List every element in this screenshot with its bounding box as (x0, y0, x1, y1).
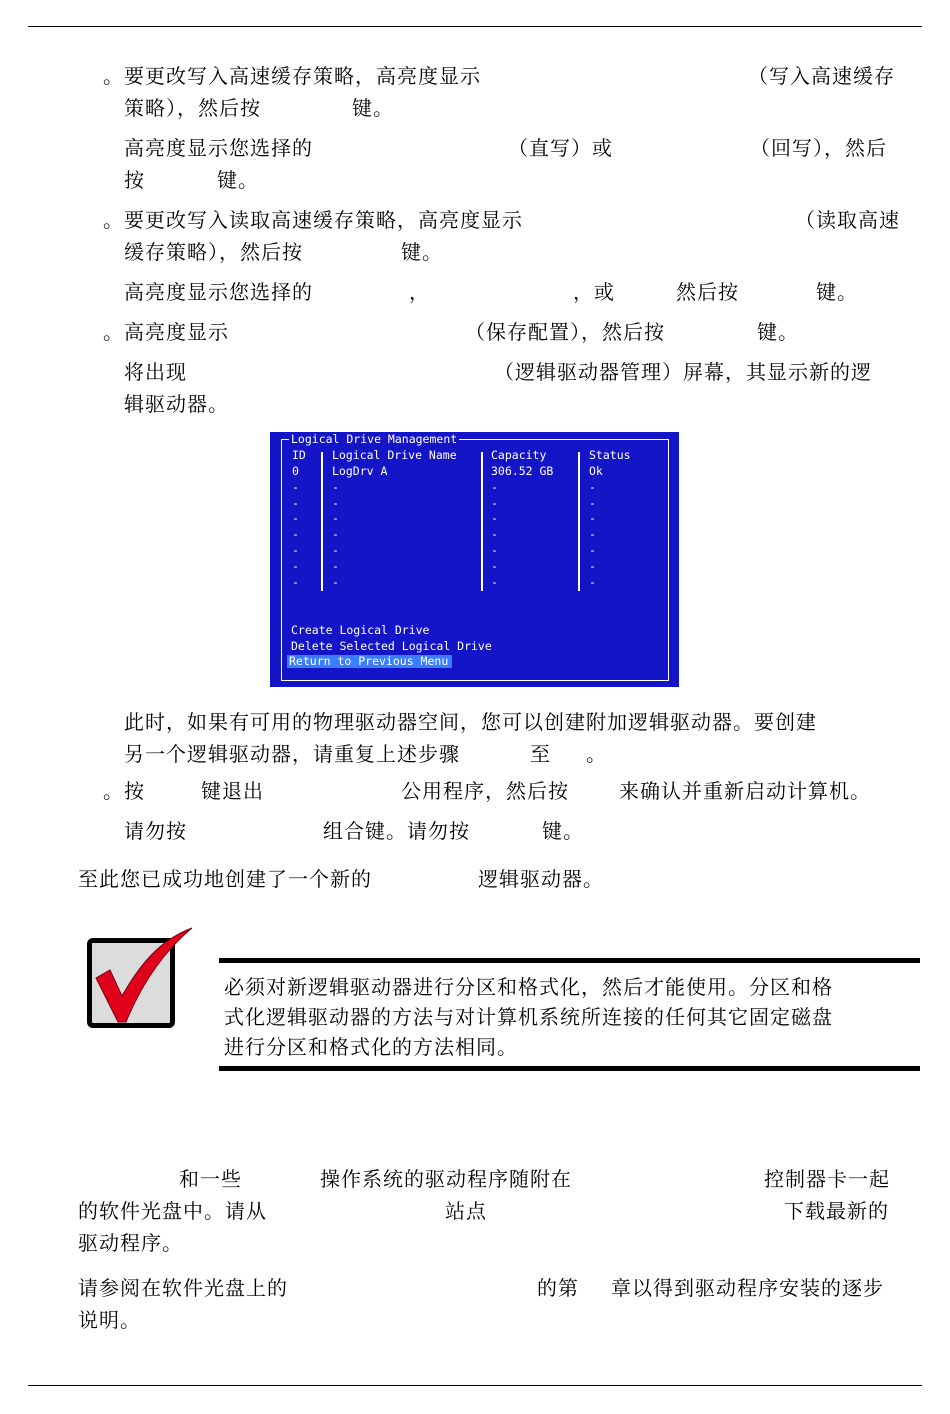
drive-cell-id: - (292, 558, 299, 573)
text-line: ， (409, 280, 430, 304)
note-top-rule (219, 958, 920, 963)
column-divider (321, 452, 323, 591)
drive-cell-id: - (292, 479, 299, 494)
text-line: 驱动程序。 (78, 1231, 183, 1255)
text-line: 请参阅在软件光盘上的 (78, 1276, 288, 1300)
text-line: 进行分区和格式化的方法相同。 (224, 1035, 518, 1059)
drive-cell-name: - (332, 495, 339, 510)
header-capacity: Capacity (491, 448, 547, 462)
text-line: 站点 (445, 1199, 487, 1223)
text-line: 至 (530, 742, 551, 766)
note-bottom-rule (219, 1066, 920, 1071)
text-line: 。按 (103, 779, 145, 803)
drive-cell-status: - (589, 558, 596, 573)
text-line: 至此您已成功地创建了一个新的 (78, 867, 372, 891)
text-line: 键退出 (201, 779, 264, 803)
text-line: 下载最新的 (784, 1199, 889, 1223)
text-line: 的第 (537, 1276, 579, 1300)
screen-title: Logical Drive Management (291, 432, 458, 446)
drive-cell-status: - (589, 574, 596, 589)
header-name: Logical Drive Name (332, 448, 457, 462)
drive-cell-name: - (332, 543, 339, 557)
header-id: ID (292, 448, 306, 462)
text-line: 高亮度显示您选择的 (124, 280, 313, 304)
text-line: 按 (124, 168, 145, 192)
text-line: 。高亮度显示 (103, 320, 229, 344)
drive-cell-name: - (332, 527, 339, 542)
drive-cell-name: - (332, 511, 339, 526)
drive-cell-capacity: - (491, 558, 498, 573)
text-line: 公用程序，然后按 (401, 779, 569, 803)
drive-cell-capacity: - (491, 511, 498, 526)
drive-cell-id: - (292, 574, 299, 589)
text-line: 控制器卡一起 (764, 1167, 890, 1191)
bottom-rule (28, 1385, 922, 1386)
text-line: 高亮度显示您选择的 (124, 136, 313, 160)
text-line: 和一些 (179, 1167, 242, 1191)
drive-cell-capacity: - (491, 543, 498, 557)
column-divider (578, 452, 580, 591)
text-line: 缓存策略），然后按 (124, 240, 303, 264)
text-line: 来确认并重新启动计算机。 (619, 779, 871, 803)
text-line: 组合键。请勿按 (323, 819, 470, 843)
text-line: 章以得到驱动程序安装的逐步 (611, 1276, 884, 1300)
text-line: 。要更改写入高速缓存策略，高亮度显示 (103, 64, 481, 88)
text-line: 此时，如果有可用的物理驱动器空间，您可以创建附加逻辑驱动器。要创建 (124, 710, 817, 734)
text-line: （逻辑驱动器管理）屏幕，其显示新的逻 (494, 360, 872, 384)
text-line: 。要更改写入读取高速缓存策略，高亮度显示 (103, 208, 523, 232)
logical-drive-management-screen (270, 432, 679, 687)
text-line: 键。 (757, 320, 799, 344)
drive-cell-name: - (332, 558, 339, 573)
text-line: 键。 (816, 280, 858, 304)
text-line: （读取高速 (795, 208, 900, 232)
drive-cell-status: Ok (589, 464, 603, 478)
drive-cell-capacity: - (491, 574, 498, 589)
checkmark-icon (88, 926, 196, 1026)
drive-cell-status: - (589, 479, 596, 494)
menu-delete-selected-logical-drive[interactable]: Delete Selected Logical Drive (291, 639, 492, 653)
header-status: Status (589, 448, 631, 462)
menu-return-to-previous-menu[interactable]: Return to Previous Menu (287, 655, 452, 668)
text-line: 然后按 (676, 280, 739, 304)
text-line: 逻辑驱动器。 (478, 867, 604, 891)
text-line: 必须对新逻辑驱动器进行分区和格式化，然后才能使用。分区和格 (224, 975, 833, 999)
text-line: 辑驱动器。 (124, 392, 229, 416)
text-line: 键。 (542, 819, 584, 843)
text-line: 另一个逻辑驱动器，请重复上述步骤 (124, 742, 460, 766)
drive-cell-capacity: - (491, 479, 498, 494)
text-line: 键。 (217, 168, 259, 192)
text-line: 请勿按 (124, 819, 187, 843)
drive-cell-name: LogDrv A (332, 464, 388, 478)
drive-cell-capacity: 306.52 GB (491, 464, 554, 478)
text-line: 说明。 (78, 1308, 141, 1332)
column-divider (481, 452, 483, 591)
drive-cell-status: - (589, 543, 596, 557)
top-rule (28, 26, 922, 27)
text-line: ，或 (573, 280, 615, 304)
text-line: 将出现 (124, 360, 187, 384)
drive-cell-id: - (292, 527, 299, 542)
drive-cell-capacity: - (491, 527, 498, 542)
text-line: 操作系统的驱动程序随附在 (320, 1167, 572, 1191)
text-line: （回写），然后 (750, 136, 887, 160)
drive-cell-name: - (332, 479, 339, 494)
text-line: 键。 (401, 240, 443, 264)
drive-cell-id: - (292, 495, 299, 510)
drive-cell-status: - (589, 495, 596, 510)
text-line: 。 (586, 742, 607, 766)
text-line: 式化逻辑驱动器的方法与对计算机系统所连接的任何其它固定磁盘 (224, 1005, 833, 1029)
drive-cell-id: 0 (292, 464, 299, 478)
menu-create-logical-drive[interactable]: Create Logical Drive (291, 623, 430, 637)
text-line: 键。 (352, 96, 394, 120)
drive-cell-status: - (589, 527, 596, 542)
drive-cell-capacity: - (491, 495, 498, 510)
text-line: 策略），然后按 (124, 96, 261, 120)
text-line: （直写）或 (508, 136, 613, 160)
text-line: （保存配置），然后按 (465, 320, 665, 344)
drive-cell-id: - (292, 543, 299, 557)
drive-cell-status: - (589, 511, 596, 526)
text-line: 的软件光盘中。请从 (78, 1199, 267, 1223)
drive-cell-name: - (332, 574, 339, 589)
text-line: （写入高速缓存 (748, 64, 895, 88)
drive-cell-id: - (292, 511, 299, 526)
